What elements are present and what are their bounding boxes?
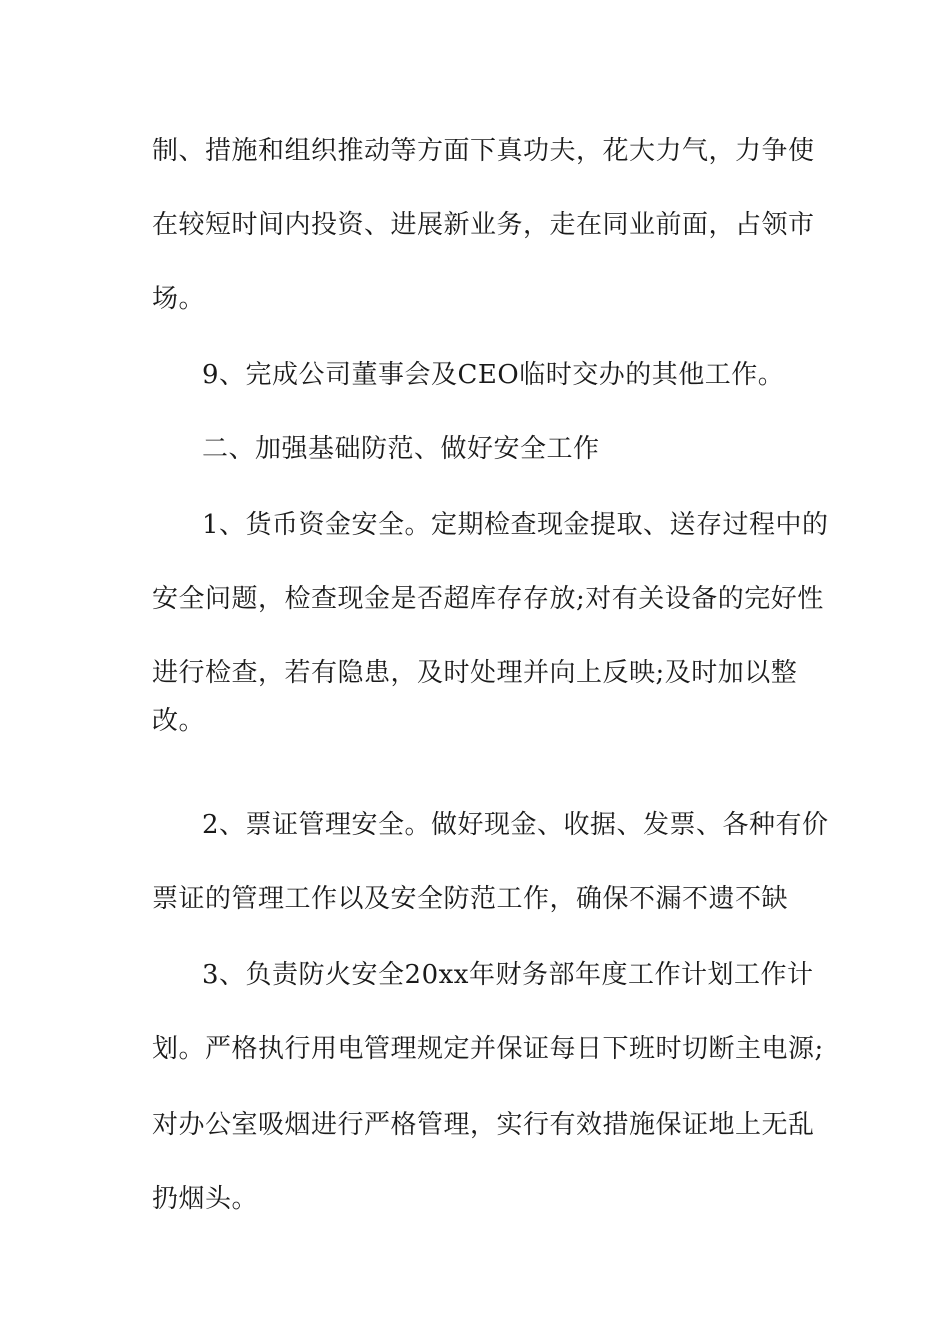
paragraph-line: 1、货币资金安全。定期检查现金提取、送存过程中的	[202, 510, 829, 540]
paragraph-line: 对办公室吸烟进行严格管理，实行有效措施保证地上无乱	[152, 1110, 815, 1140]
paragraph-line: 安全问题，检查现金是否超库存存放;对有关设备的完好性	[152, 584, 824, 614]
paragraph-line: 9、完成公司董事会及CEO临时交办的其他工作。	[202, 360, 785, 390]
paragraph-line: 2、票证管理安全。做好现金、收据、发票、各种有价	[202, 810, 829, 840]
paragraph-line: 扔烟头。	[152, 1184, 259, 1214]
paragraph-line: 在较短时间内投资、进展新业务，走在同业前面，占领市	[152, 210, 815, 240]
paragraph-line: 场。	[152, 284, 206, 314]
paragraph-line: 划。严格执行用电管理规定并保证每日下班时切断主电源;	[152, 1034, 824, 1064]
paragraph-line: 改。	[152, 706, 206, 736]
paragraph-line: 制、措施和组织推动等方面下真功夫，花大力气，力争使	[152, 136, 815, 166]
section-heading: 二、加强基础防范、做好安全工作	[202, 434, 600, 464]
paragraph-line: 进行检查，若有隐患，及时处理并向上反映;及时加以整	[152, 658, 798, 688]
paragraph-line: 票证的管理工作以及安全防范工作，确保不漏不遗不缺	[152, 884, 789, 914]
paragraph-line: 3、负责防火安全20xx年财务部年度工作计划工作计	[202, 960, 814, 990]
